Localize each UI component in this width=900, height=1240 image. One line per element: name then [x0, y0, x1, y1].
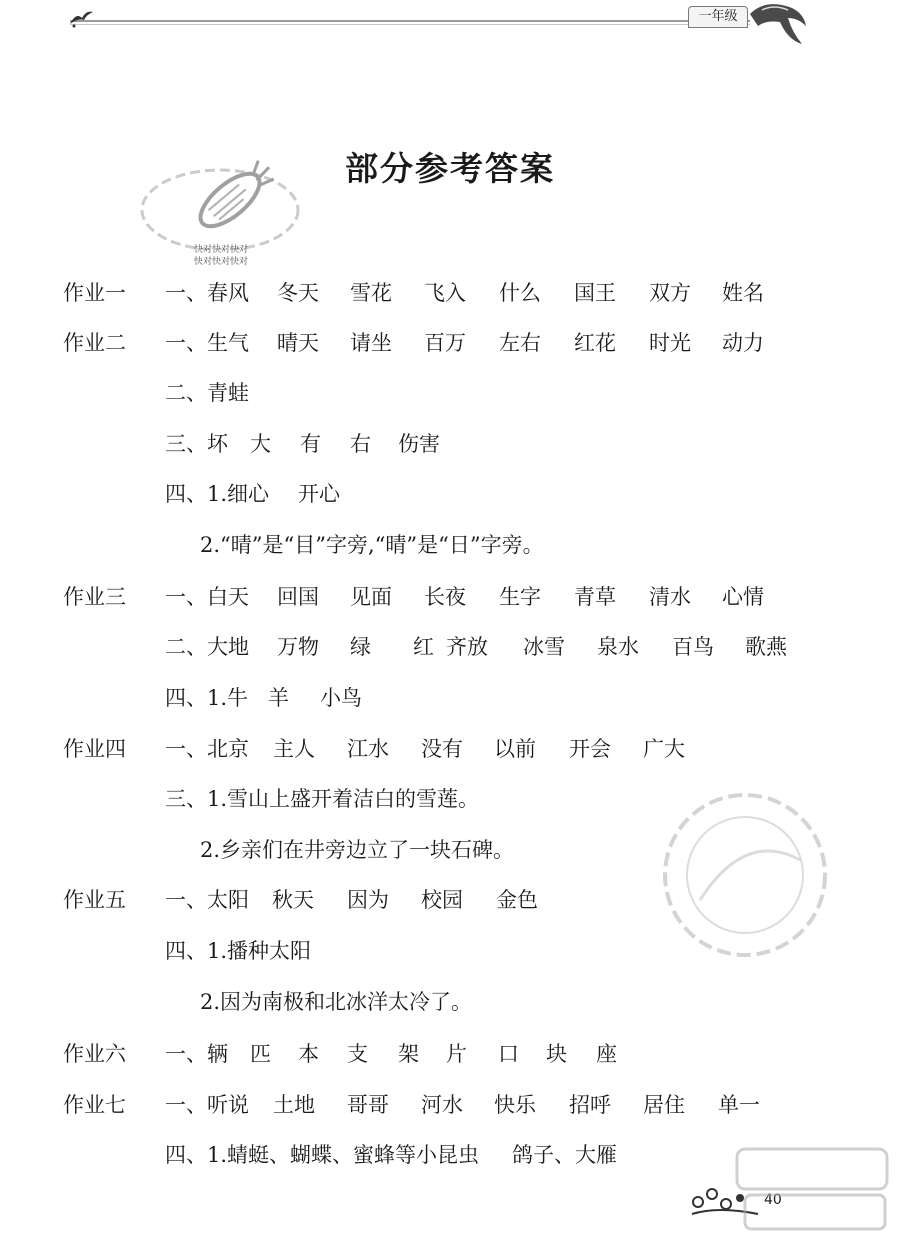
- header-rule: [70, 20, 750, 22]
- answer-item: 四、1.蜻蜓、蝴蝶、蜜蜂等小昆虫: [165, 1143, 480, 1167]
- assignment-label: 作业七: [63, 1093, 126, 1117]
- answer-item: 雪花: [350, 281, 392, 305]
- answer-item: 冰雪: [523, 635, 565, 659]
- answer-item: 绿: [350, 635, 371, 659]
- answer-item: 齐放: [446, 635, 488, 659]
- site-watermark-logo: [735, 1145, 895, 1235]
- answer-item: 歌燕: [745, 635, 787, 659]
- answer-item: 一、北京: [165, 737, 249, 761]
- answer-item: 块: [546, 1042, 567, 1066]
- answer-item: 居住: [643, 1093, 685, 1117]
- answer-item: 一、太阳: [165, 888, 249, 912]
- answer-item: 本: [298, 1042, 319, 1066]
- answer-item: 小鸟: [320, 686, 362, 710]
- answer-item: 万物: [277, 635, 319, 659]
- answer-item: 三、坏: [165, 432, 228, 456]
- bird-icon: [66, 6, 96, 30]
- answer-item: 生字: [499, 585, 541, 609]
- answer-item: 单一: [718, 1093, 760, 1117]
- answer-item: 2.因为南极和北冰洋太冷了。: [200, 990, 473, 1014]
- answer-item: 冬天: [277, 281, 319, 305]
- answer-item: 泉水: [597, 635, 639, 659]
- answer-item: 2.乡亲们在井旁边立了一块石碑。: [200, 838, 515, 862]
- answer-item: 土地: [273, 1093, 315, 1117]
- answer-item: 招呼: [569, 1093, 611, 1117]
- answer-item: 四、1.细心: [165, 482, 270, 506]
- answer-item: 架: [398, 1042, 419, 1066]
- answer-item: 二、大地: [165, 635, 249, 659]
- answer-item: 大: [250, 432, 271, 456]
- answer-item: 开心: [298, 482, 340, 506]
- answer-item: 清水: [649, 585, 691, 609]
- answer-item: 三、1.雪山上盛开着洁白的雪莲。: [165, 787, 480, 811]
- answer-item: 国王: [574, 281, 616, 305]
- answer-item: 左右: [499, 331, 541, 355]
- assignment-label: 作业四: [63, 737, 126, 761]
- answer-item: 匹: [250, 1042, 271, 1066]
- answer-item: 回国: [277, 585, 319, 609]
- assignment-label: 作业三: [63, 585, 126, 609]
- answer-item: 秋天: [272, 888, 314, 912]
- answer-item: 一、生气: [165, 331, 249, 355]
- answer-item: 金色: [496, 888, 538, 912]
- answer-item: 伤害: [398, 432, 440, 456]
- watermark-text: 快对快对快对 快对快对快对: [194, 245, 249, 267]
- assignment-label: 作业六: [63, 1042, 126, 1066]
- answer-item: 河水: [421, 1093, 463, 1117]
- answer-item: 请坐: [350, 331, 392, 355]
- page-number: 40: [764, 1192, 782, 1208]
- answer-item: 双方: [649, 281, 691, 305]
- answer-item: 百万: [424, 331, 466, 355]
- header-rule-thin: [70, 24, 750, 25]
- answer-item: 长夜: [424, 585, 466, 609]
- answer-item: 2.“晴”是“目”字旁,“晴”是“日”字旁。: [200, 533, 544, 557]
- answer-item: 鸽子、大雁: [512, 1143, 617, 1167]
- answer-item: 主人: [273, 737, 315, 761]
- answer-item: 开会: [569, 737, 611, 761]
- answer-item: 支: [347, 1042, 368, 1066]
- answer-item: 红花: [574, 331, 616, 355]
- answer-item: 江水: [347, 737, 389, 761]
- answer-item: 口: [498, 1042, 519, 1066]
- grade-tab: 一年级: [688, 6, 748, 28]
- answer-item: 什么: [499, 281, 541, 305]
- answer-item: 因为: [347, 888, 389, 912]
- answer-item: 座: [596, 1042, 617, 1066]
- answer-item: 右: [350, 432, 371, 456]
- watermark-stamp-right: [650, 790, 840, 960]
- answer-item: 百鸟: [672, 635, 714, 659]
- answer-item: 没有: [421, 737, 463, 761]
- answer-item: 姓名: [722, 281, 764, 305]
- answer-item: 一、辆: [165, 1042, 228, 1066]
- answer-item: 有: [300, 432, 321, 456]
- answer-item: 羊: [268, 686, 289, 710]
- assignment-label: 作业一: [63, 281, 126, 305]
- assignment-label: 作业五: [63, 888, 126, 912]
- answer-item: 心情: [722, 585, 764, 609]
- answer-item: 广大: [643, 737, 685, 761]
- answer-item: 哥哥: [347, 1093, 389, 1117]
- answer-item: 四、1.牛: [165, 686, 249, 710]
- assignment-label: 作业二: [63, 331, 126, 355]
- answer-item: 见面: [350, 585, 392, 609]
- answer-item: 动力: [722, 331, 764, 355]
- answer-item: 时光: [649, 331, 691, 355]
- answer-item: 校园: [421, 888, 463, 912]
- answer-item: 飞入: [424, 281, 466, 305]
- answer-item: 四、1.播种太阳: [165, 939, 312, 963]
- answer-item: 晴天: [277, 331, 319, 355]
- answer-item: 一、白天: [165, 585, 249, 609]
- answer-item: 以前: [494, 737, 536, 761]
- page-title: 部分参考答案: [345, 149, 555, 188]
- answer-item: 一、春风: [165, 281, 249, 305]
- answer-item: 红: [413, 635, 434, 659]
- answer-item: 快乐: [494, 1093, 536, 1117]
- watermark-stamp: [135, 150, 305, 250]
- answer-item: 青草: [574, 585, 616, 609]
- dolphin-icon: [748, 0, 808, 54]
- answer-item: 二、青蛙: [165, 381, 249, 405]
- answer-item: 片: [446, 1042, 467, 1066]
- answer-item: 一、听说: [165, 1093, 249, 1117]
